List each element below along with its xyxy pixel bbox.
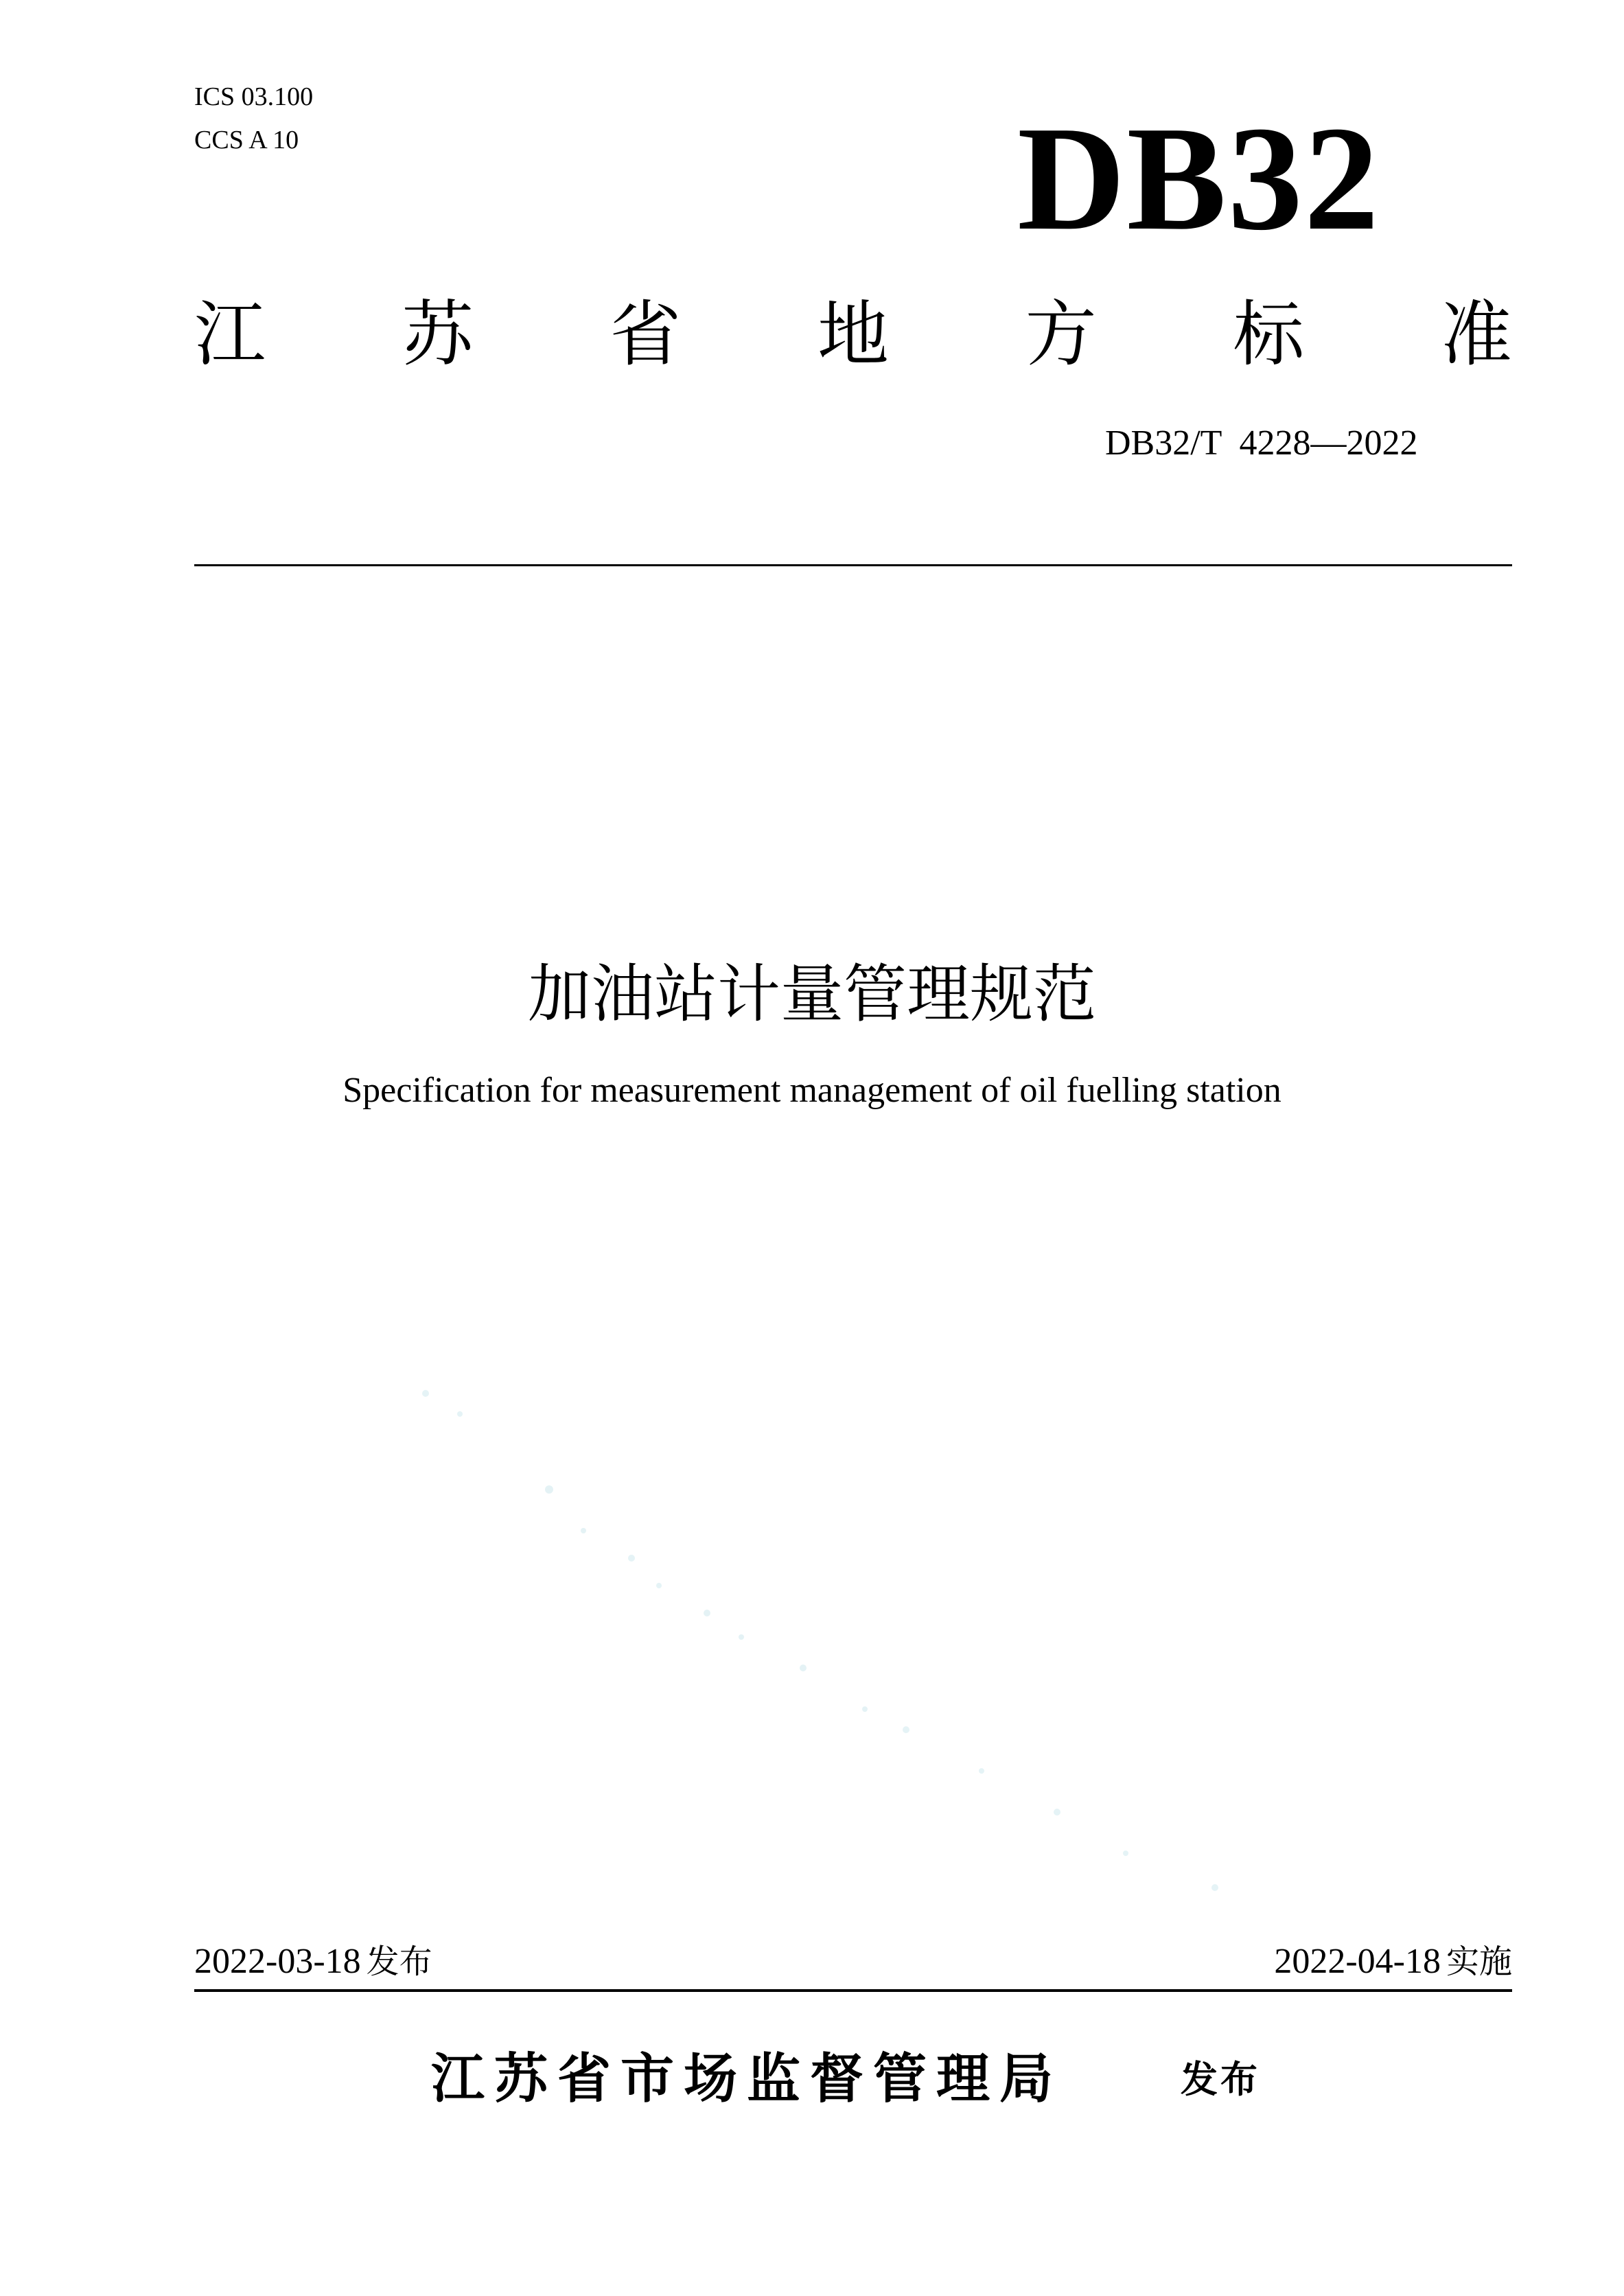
standard-type-char: 地 [817, 292, 889, 376]
implementation-label: 实施 [1446, 1943, 1512, 1981]
issue-date [194, 1944, 432, 1980]
standard-type-heading [194, 292, 1512, 376]
implementation-date [1274, 1944, 1512, 1980]
ics-code: ICS 03.100 [194, 82, 314, 111]
faint-watermark [384, 1387, 1277, 1922]
publisher-suffix: 发布 [1181, 2058, 1260, 2101]
document-title-chinese: 加油站计量管理规范 [527, 958, 1096, 1031]
standard-type-char: 江 [194, 292, 266, 376]
top-divider [194, 564, 1512, 566]
standard-number: DB32/T 4228—2022 [1105, 424, 1418, 463]
bottom-divider [194, 1989, 1512, 1992]
standard-type-char: 准 [1440, 292, 1512, 376]
issue-label: 发布 [366, 1943, 432, 1981]
ccs-code: CCS A 10 [194, 126, 299, 154]
standard-type-char: 标 [1233, 292, 1305, 376]
implementation-date-value: 2022-04-18 [1274, 1942, 1441, 1981]
standard-type-char: 省 [610, 292, 682, 376]
document-title-english: Specification for measurement management of oil fuelling station [343, 1071, 1281, 1110]
db-logo: DB32 [1017, 96, 1380, 262]
standard-type-char: 方 [1025, 292, 1097, 376]
issue-date-value: 2022-03-18 [194, 1942, 361, 1981]
publisher-name: 江苏省市场监督管理局 [431, 2048, 1063, 2110]
standard-type-char: 苏 [402, 292, 474, 376]
